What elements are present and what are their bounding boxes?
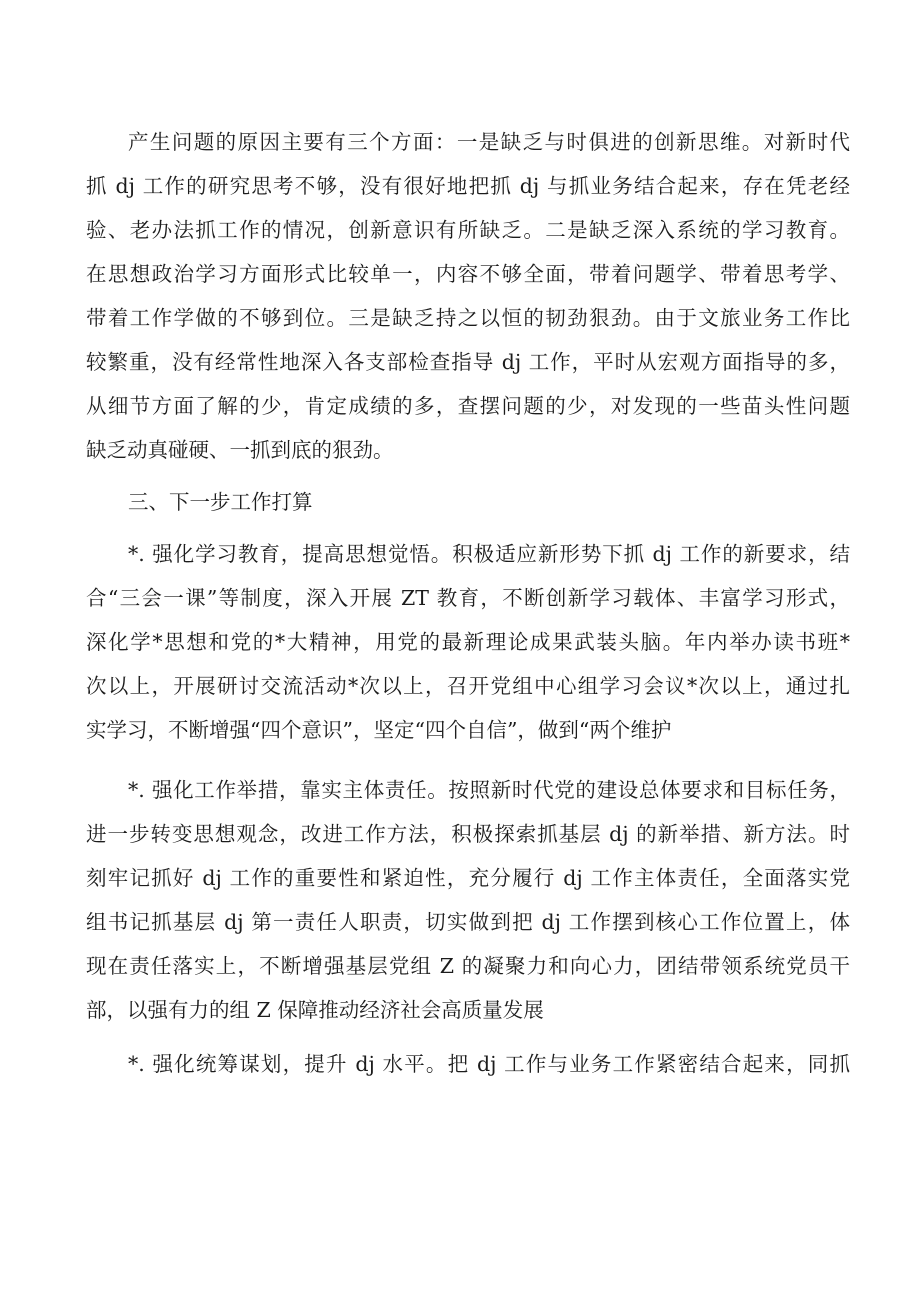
text-line: 产生问题的原因主要有三个方面：一是缺乏与时俱进的创新思维。对新时代 [128,130,850,154]
text-line: 从细节方面了解的少，肯定成绩的多，查摆问题的少，对发现的一些苗头性问题 [86,394,850,418]
text-line: 带着工作学做的不够到位。三是缺乏持之以恒的韧劲狠劲。由于文旅业务工作比 [86,306,850,330]
text-line: 验、老办法抓工作的情况，创新意识有所缺乏。二是缺乏深入系统的学习教育。 [86,218,850,242]
text-line: 次以上，开展研讨交流活动*次以上，召开党组中心组学习会议*次以上，通过扎 [86,674,850,698]
text-line: 抓 dj 工作的研究思考不够，没有很好地把抓 dj 与抓业务结合起来，存在凭老经 [86,174,850,198]
text-line: *. 强化学习教育，提高思想觉悟。积极适应新形势下抓 dj 工作的新要求，结 [128,542,850,566]
text-line: 合“三会一课”等制度，深入开展 ZT 教育，不断创新学习载体、丰富学习形式， [86,586,850,610]
text-line: 较繁重，没有经常性地深入各支部检查指导 dj 工作，平时从宏观方面指导的多， [86,350,850,374]
text-line: 进一步转变思想观念，改进工作方法，积极探索抓基层 dj 的新举措、新方法。时 [86,822,850,846]
text-line: 在思想政治学习方面形式比较单一，内容不够全面，带着问题学、带着思考学、 [86,262,850,286]
section-heading: 三、下一步工作打算 [128,490,313,514]
text-line: 部，以强有力的组 Z 保障推动经济社会高质量发展 [86,998,544,1022]
text-line: 深化学*思想和党的*大精神，用党的最新理论成果武装头脑。年内举办读书班* [86,630,850,654]
text-line: *. 强化工作举措，靠实主体责任。按照新时代党的建设总体要求和目标任务， [128,778,850,802]
text-line: 缺乏动真碰硬、一抓到底的狠劲。 [86,438,394,462]
text-line: 实学习，不断增强“四个意识”，坚定“四个自信”，做到“两个维护 [86,718,672,742]
text-line: 现在责任落实上，不断增强基层党组 Z 的凝聚力和向心力，团结带领系统党员干 [86,954,850,978]
text-line: 刻牢记抓好 dj 工作的重要性和紧迫性，充分履行 dj 工作主体责任，全面落实党 [86,866,850,890]
text-line: *. 强化统筹谋划，提升 dj 水平。把 dj 工作与业务工作紧密结合起来，同抓 [128,1052,850,1076]
text-line: 组书记抓基层 dj 第一责任人职责，切实做到把 dj 工作摆到核心工作位置上，体 [86,910,850,934]
